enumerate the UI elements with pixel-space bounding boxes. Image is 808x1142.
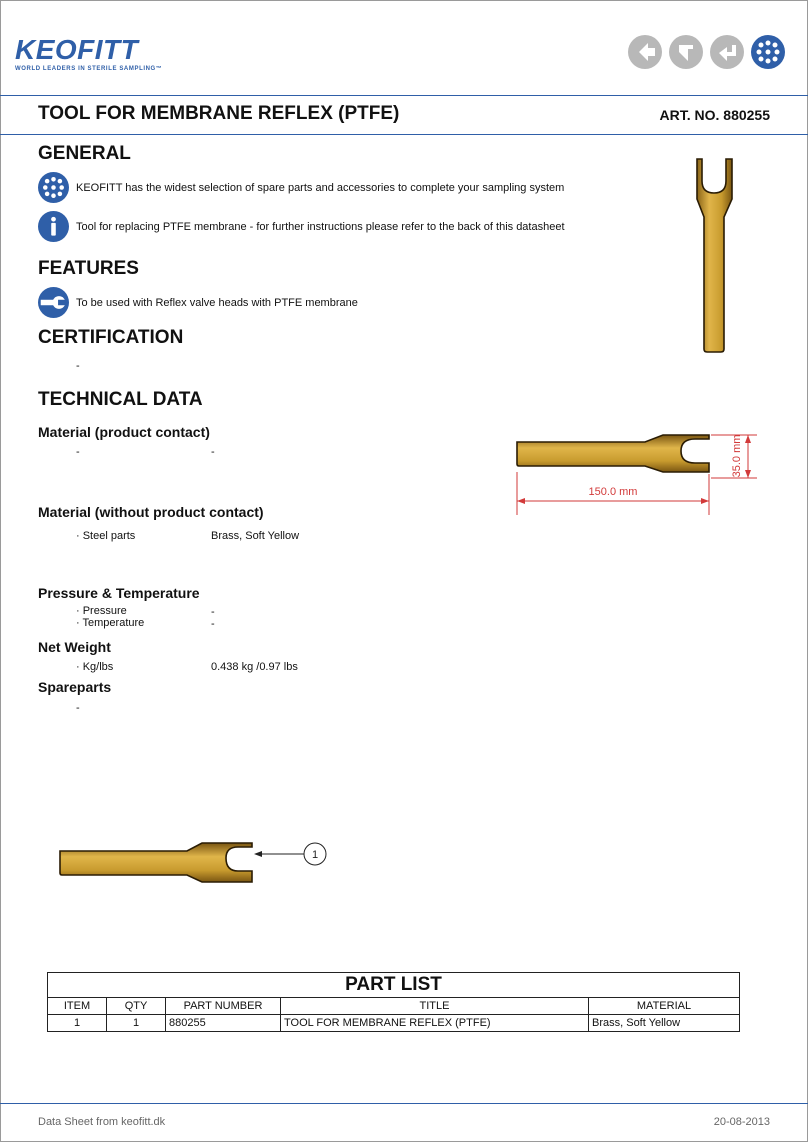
return-arrow-icon <box>710 35 744 69</box>
part-list-title-row <box>48 973 740 998</box>
down-arrow-icon <box>669 35 703 69</box>
part-list-table <box>47 972 740 1032</box>
pressure-key: · Pressure <box>76 605 127 617</box>
material-contact-label: Material (product contact) <box>38 424 210 440</box>
material-contact-key: - <box>76 446 80 458</box>
material-contact-value: - <box>211 446 215 458</box>
footer-source: Data Sheet from keofitt.dk <box>38 1116 166 1128</box>
cell-title: TOOL FOR MEMBRANE REFLEX (PTFE) <box>281 1015 589 1032</box>
header-part-number: PART NUMBER <box>166 998 281 1015</box>
pressure-value: - <box>211 606 215 618</box>
length-dimension-label: 150.0 mm <box>588 486 638 498</box>
general-item <box>38 172 564 203</box>
temperature-value: - <box>211 618 215 630</box>
spareparts-value: - <box>76 702 80 714</box>
net-weight-key: · Kg/lbs <box>76 661 114 673</box>
footer-date: 20-08-2013 <box>713 1116 770 1128</box>
header-title: TITLE <box>281 998 589 1015</box>
features-item-text: To be used with Reflex valve heads with PTFE membrane <box>76 296 358 309</box>
net-weight-value: 0.438 kg /0.97 lbs <box>211 661 298 673</box>
certification-value: - <box>76 360 80 372</box>
dimension-drawing <box>505 425 767 520</box>
part-list-title: PART LIST <box>48 973 740 998</box>
material-noncontact-value: Brass, Soft Yellow <box>211 530 300 542</box>
spareparts-label: Spareparts <box>38 679 112 695</box>
keofitt-pattern-icon <box>751 35 785 69</box>
technical-heading: TECHNICAL DATA <box>38 389 203 410</box>
features-heading: FEATURES <box>38 258 139 279</box>
article-number: ART. NO. 880255 <box>659 107 770 123</box>
header-rule <box>0 95 808 96</box>
material-noncontact-label: Material (without product contact) <box>38 504 264 520</box>
keofitt-logo <box>15 36 162 72</box>
pressure-temp-label: Pressure & Temperature <box>38 585 200 601</box>
logo-tagline: WORLD LEADERS IN STERILE SAMPLING™ <box>15 66 163 72</box>
general-item-text: Tool for replacing PTFE membrane - for further instructions please refer to the back of this datasheet <box>76 220 565 233</box>
table-row <box>48 1015 740 1032</box>
general-heading: GENERAL <box>38 143 131 164</box>
logo-text: KEOFITT <box>15 34 139 65</box>
header-qty: QTY <box>107 998 166 1015</box>
part-list-header-row <box>48 998 740 1015</box>
keofitt-pattern-icon <box>38 172 69 203</box>
page-title: TOOL FOR MEMBRANE REFLEX (PTFE) <box>38 103 400 124</box>
material-noncontact-key: · Steel parts <box>76 530 136 542</box>
general-item <box>38 211 565 242</box>
footer-rule <box>0 1103 808 1104</box>
general-item-text: KEOFITT has the widest selection of spare parts and accessories to complete your sampling system <box>76 181 565 194</box>
back-arrow-icon <box>628 35 662 69</box>
cell-qty: 1 <box>107 1015 166 1032</box>
temperature-key: · Temperature <box>76 617 145 629</box>
item-drawing <box>52 835 332 895</box>
product-image-vertical <box>690 155 746 355</box>
net-weight-label: Net Weight <box>38 639 111 655</box>
cell-material: Brass, Soft Yellow <box>589 1015 740 1032</box>
header-icon-row <box>628 35 785 69</box>
title-rule <box>0 134 808 135</box>
width-dimension-label: 35.0 mm <box>731 434 743 478</box>
wrench-icon <box>38 287 69 318</box>
cell-item: 1 <box>48 1015 107 1032</box>
item-balloon-number: 1 <box>311 849 319 861</box>
cell-part-number: 880255 <box>166 1015 281 1032</box>
info-icon <box>38 211 69 242</box>
certification-heading: CERTIFICATION <box>38 327 184 348</box>
header-item: ITEM <box>48 998 107 1015</box>
features-item <box>38 287 358 318</box>
header-material: MATERIAL <box>589 998 740 1015</box>
